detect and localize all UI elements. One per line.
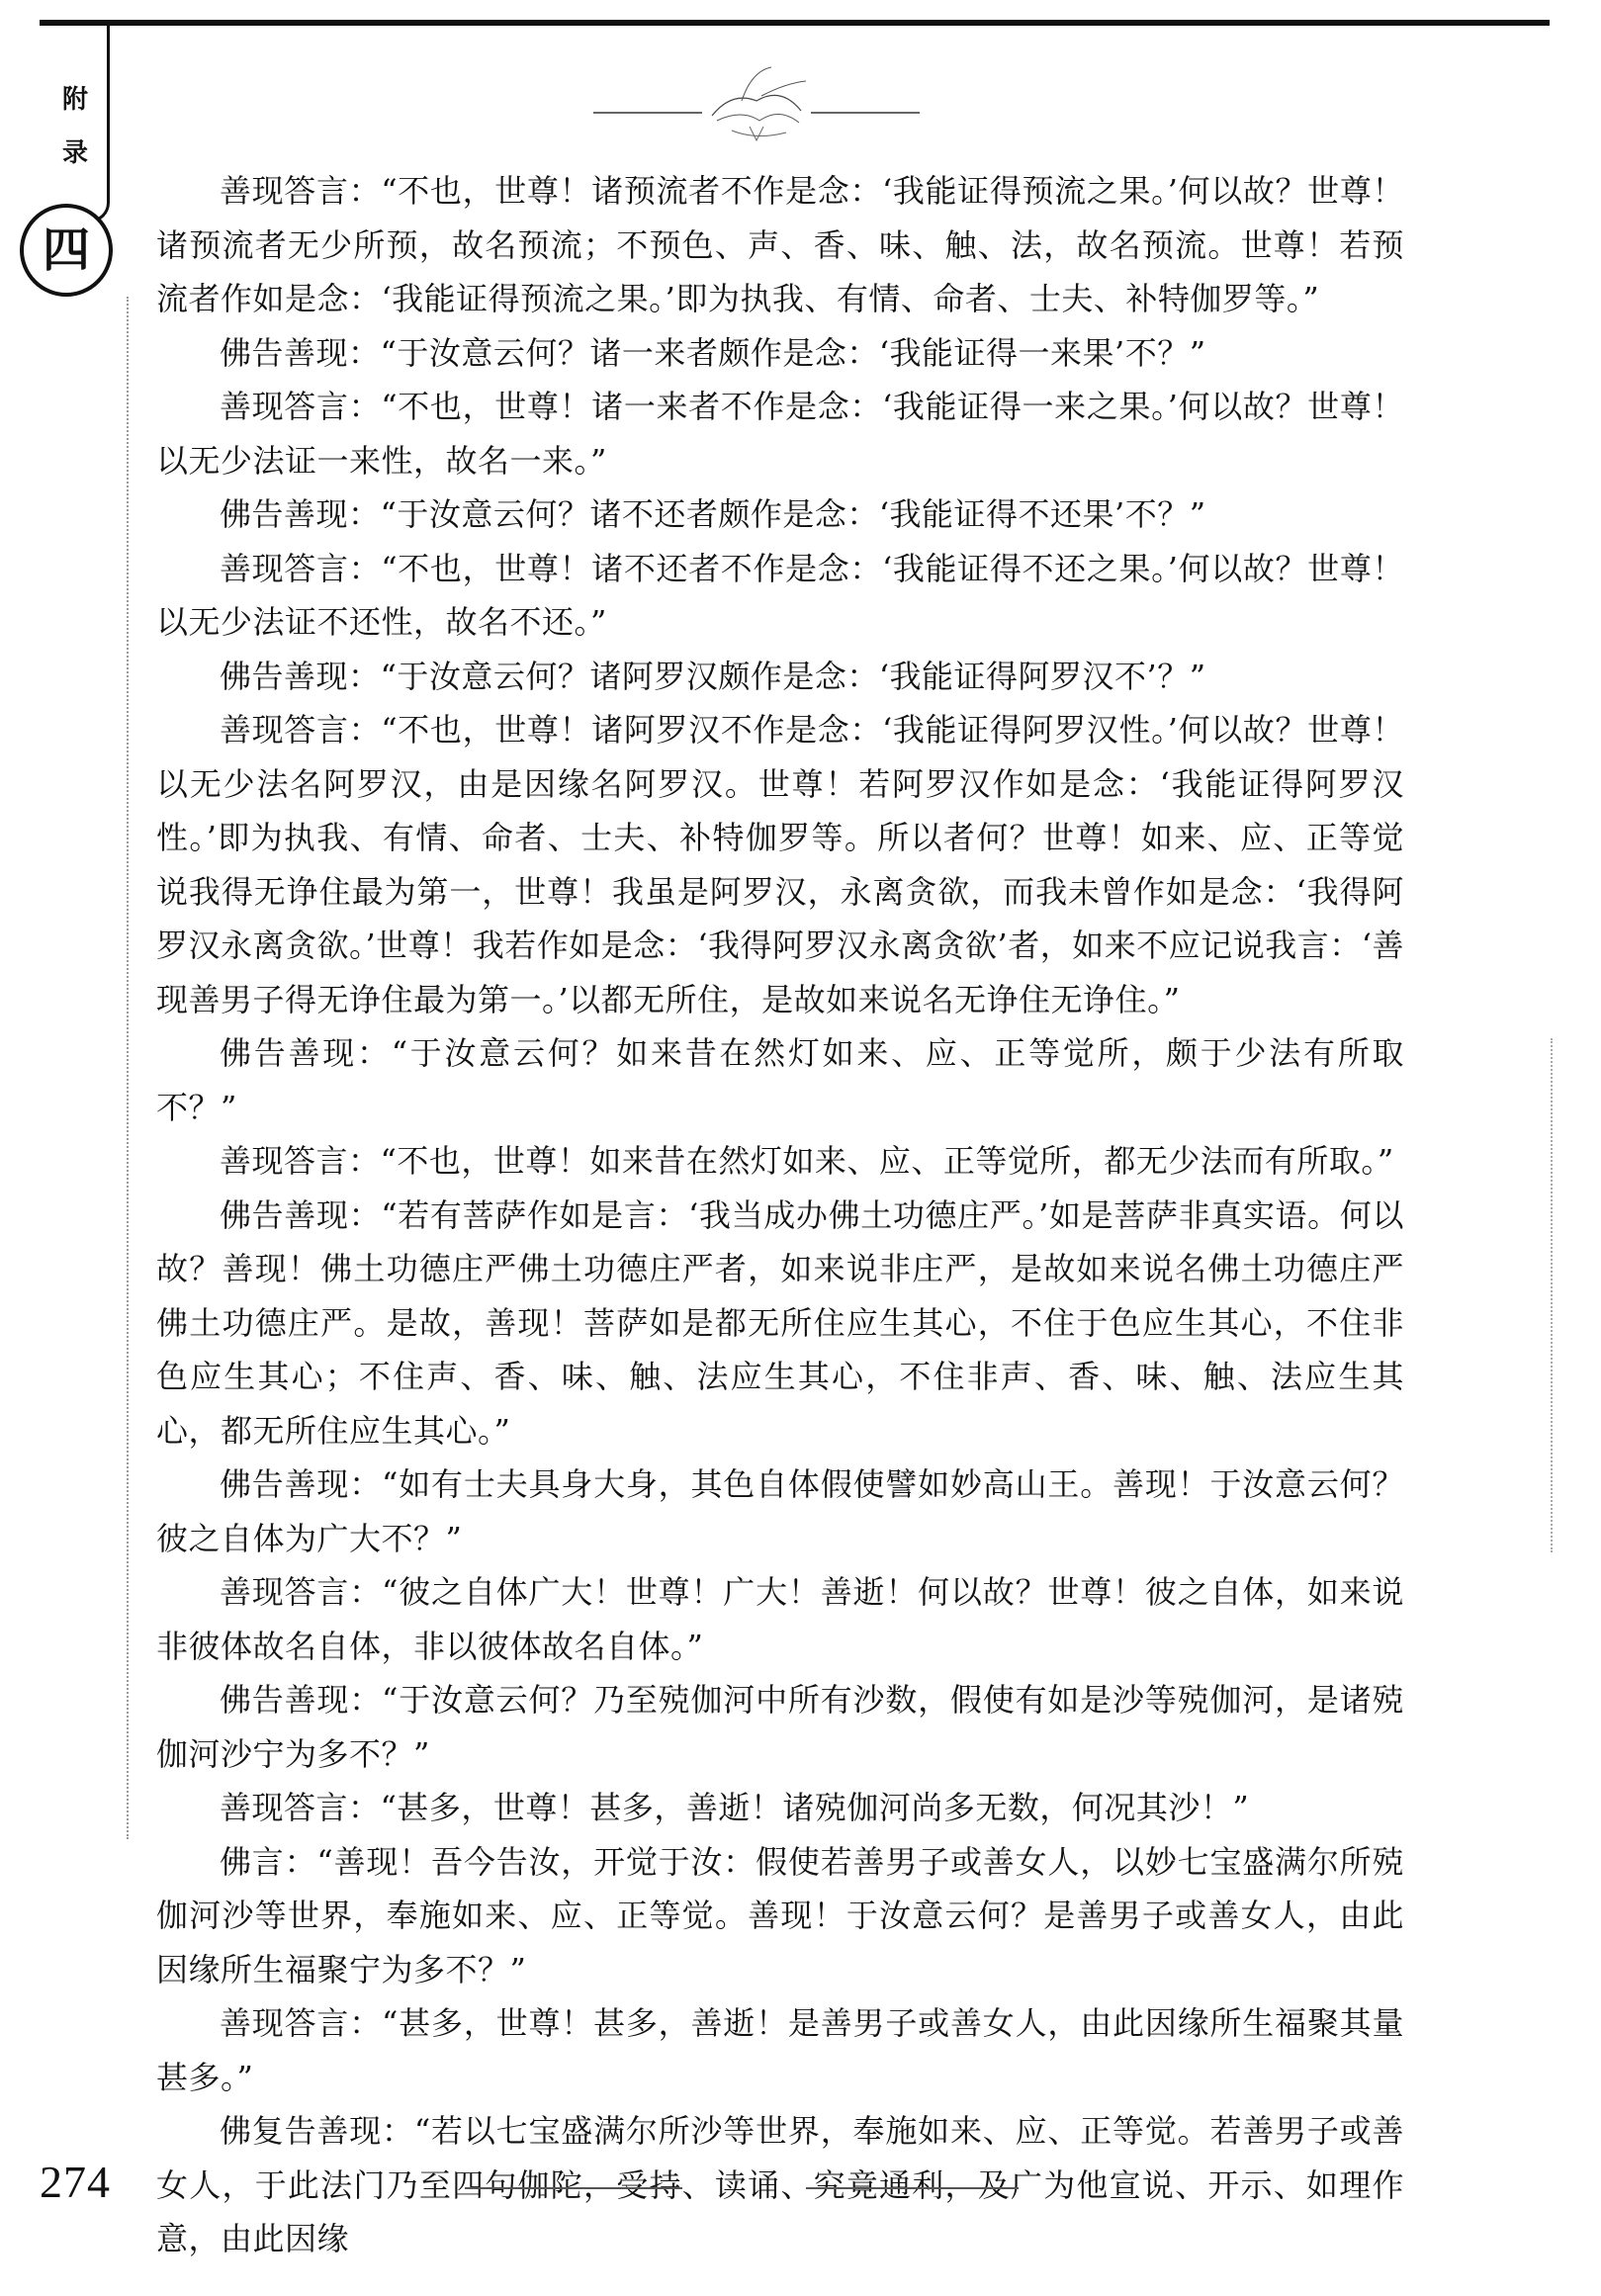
lotus-ornament-icon [593, 61, 920, 150]
paragraph: 佛告善现：“于汝意云何？乃至殑伽河中所有沙数，假使有如是沙等殑伽河，是诸殑伽河沙宁为多不？” [156, 1681, 1404, 1773]
paragraph: 佛言：“善现！吾今告汝，开觉于汝：假使若善男子或善女人，以妙七宝盛满尔所殑伽河沙等世界，奉施如来、应、正等觉。善现！于汝意云何？是善男子或善女人，由此因缘所生福聚宁为多不？” [156, 1842, 1404, 1988]
paragraph: 佛告善现：“若有菩萨作如是言：‘我当成办佛土功德庄严。’如是菩萨非真实语。何以故？善现！佛土功德庄严佛土功德庄严者，如来说非庄严，是故如来说名佛土功德庄严佛土功德庄严。是故，善现！菩萨如是都无所住应生其心，不住于色应生其心，不住非色应生其心；不住声、香、味、触、法应生其心，不住非声、香、味、触、法应生其心，都无所住应生其心。” [156, 1195, 1404, 1450]
paragraph: 善现答言：“彼之自体广大！世尊！广大！善逝！何以故？世尊！彼之自体，如来说非彼体故名自体，非以彼体故名自体。” [156, 1573, 1404, 1665]
footer-rule-left [465, 2187, 682, 2189]
sutra-text-body [156, 164, 1404, 2266]
footer-rule-right [806, 2187, 1019, 2189]
appendix-side-tab [42, 26, 110, 222]
right-margin-guide [1551, 1038, 1553, 1552]
paragraph: 善现答言：“不也，世尊！诸一来者不作是念：‘我能证得一来之果。’何以故？世尊！以无少法证一来性，故名一来。” [156, 388, 1404, 480]
paragraph: 善现答言：“不也，世尊！诸不还者不作是念：‘我能证得不还之果。’何以故？世尊！以无少法证不还性，故名不还。” [156, 549, 1404, 641]
paragraph: 善现答言：“不也，世尊！诸阿罗汉不作是念：‘我能证得阿罗汉性。’何以故？世尊！以无少法名阿罗汉，由是因缘名阿罗汉。世尊！若阿罗汉作如是念：‘我能证得阿罗汉性。’即为执我、有情、命者、士夫、补特伽罗等。所以者何？世尊！如来、应、正等觉说我得无诤住最为第一，世尊！我虽是阿罗汉，永离贪欲，而我未曾作如是念：‘我得阿罗汉永离贪欲。’世尊！我若作如是念：‘我得阿罗汉永离贪欲’者，如来不应记说我言：‘善现善男子得无诤住最为第一。’以都无所住，是故如来说名无诤住无诤住。” [156, 711, 1404, 1018]
paragraph: 善现答言：“甚多，世尊！甚多，善逝！诸殑伽河尚多无数，何况其沙！” [220, 1789, 1250, 1826]
page-number: 274 [40, 2157, 111, 2207]
chapter-number-badge: 四 [20, 204, 113, 297]
header-rule [40, 20, 1550, 26]
paragraph: 佛告善现：“于汝意云何？诸一来者颇作是念：‘我能证得一来果’不？” [220, 333, 1206, 372]
paragraph: 佛告善现：“于汝意云何？诸不还者颇作是念：‘我能证得不还果’不？” [220, 495, 1206, 533]
paragraph: 善现答言：“甚多，世尊！甚多，善逝！是善男子或善女人，由此因缘所生福聚其量甚多。” [156, 2004, 1404, 2096]
paragraph: 佛告善现：“如有士夫具身大身，其色自体假使譬如妙高山王。善现！于汝意云何？彼之自体为广大不？” [156, 1465, 1404, 1557]
paragraph: 佛复告善现：“若以七宝盛满尔所沙等世界，奉施如来、应、正等觉。若善男子或善女人，于此法门乃至四句伽陀，受持、读诵、究竟通利，及广为他宣说、开示、如理作意，由此因缘 [156, 2112, 1404, 2257]
left-margin-guide [127, 297, 129, 1839]
side-tab-label-fu: 附 [61, 85, 88, 115]
paragraph: 佛告善现：“于汝意云何？如来昔在然灯如来、应、正等觉所，颇于少法有所取不？” [156, 1034, 1404, 1126]
paragraph: 善现答言：“不也，世尊！如来昔在然灯如来、应、正等觉所，都无少法而有所取。” [220, 1142, 1394, 1180]
paragraph: 善现答言：“不也，世尊！诸预流者不作是念：‘我能证得预流之果。’何以故？世尊！诸预流者无少所预，故名预流；不预色、声、香、味、触、法，故名预流。世尊！若预流者作如是念：‘我能证得预流之果。’即为执我、有情、命者、士夫、补特伽罗等。” [156, 172, 1404, 317]
side-tab-label-lu: 录 [61, 138, 88, 168]
paragraph: 佛告善现：“于汝意云何？诸阿罗汉颇作是念：‘我能证得阿罗汉不’？” [220, 657, 1206, 695]
